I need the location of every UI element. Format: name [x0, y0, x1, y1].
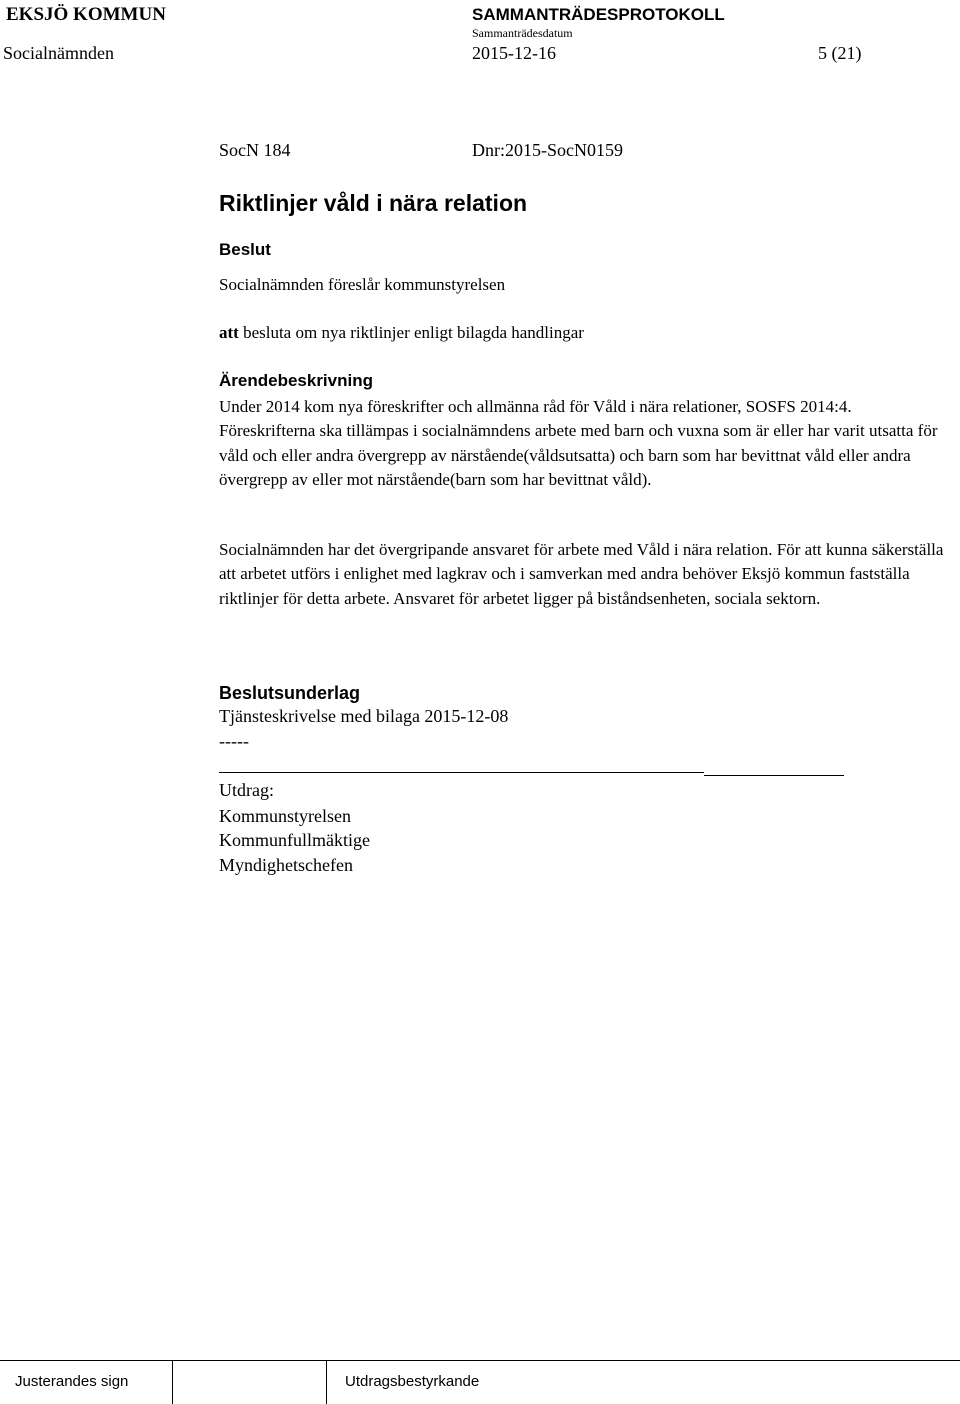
basis-heading: Beslutsunderlag [219, 683, 361, 703]
description-heading: Ärendebeskrivning [219, 371, 373, 390]
extract-heading: Utdrag: [219, 780, 274, 800]
recipient-item: Myndighetschefen [219, 854, 353, 875]
document-type: SAMMANTRÄDESPROTOKOLL [472, 5, 725, 24]
extract-rule-offset [704, 775, 844, 776]
meeting-date-label: Sammanträdesdatum [472, 26, 573, 40]
decision-line-2 [219, 323, 584, 343]
meeting-date: 2015-12-16 [472, 43, 556, 63]
extract-rule [219, 772, 704, 773]
basis-separator: ----- [219, 731, 249, 751]
certified-extract-label: Utdragsbestyrkande [345, 1373, 480, 1390]
decision-heading: Beslut [219, 240, 271, 259]
extract-recipients [219, 804, 370, 877]
decision-att-keyword: att [219, 323, 239, 342]
committee-name: Socialnämnden [3, 43, 114, 63]
decision-line-2-text: besluta om nya riktlinjer enligt bilagda handlingar [238, 323, 584, 342]
recipient-item: Kommunfullmäktige [219, 830, 370, 851]
case-title: Riktlinjer våld i nära relation [219, 190, 528, 216]
page-number: 5 (21) [818, 43, 862, 63]
footer-rule [0, 1360, 960, 1361]
organization-name: EKSJÖ KOMMUN [6, 4, 166, 25]
case-number: SocN 184 [219, 140, 291, 160]
footer-divider [172, 1360, 173, 1404]
description-paragraph-2: Socialnämnden har det övergripande ansvaret för arbete med Våld i nära relation. För att kunna säkerställa att arbetet utförs i enlighet med lagkrav och i samverkan med andra behöver Eksjö kommun fastställa riktlinjer för detta arbete. Ansvaret för arbetet ligger på biståndsenheten, sociala sektorn. [219, 540, 944, 608]
decision-line-1: Socialnämnden föreslår kommunstyrelsen [219, 275, 506, 294]
basis-item: Tjänsteskrivelse med bilaga 2015-12-08 [219, 706, 509, 726]
recipient-item: Kommunstyrelsen [219, 806, 351, 826]
signature-label: Justerandes sign [15, 1373, 129, 1390]
description-paragraph-1: Under 2014 kom nya föreskrifter och allmänna råd för Våld i nära relationer, SOSFS 2014:4. Föreskrifterna ska tillämpas i socialnämndens arbete med barn och vuxna som är eller har varit utsatta för våld och eller andra övergrepp av närstående(våldsutsatta) och barn som har bevittnat våld eller andra övergrepp av eller mot närstående(barn som har bevittnat våld). [219, 397, 938, 489]
case-dnr: Dnr:2015-SocN0159 [472, 140, 623, 160]
footer-divider [326, 1360, 327, 1404]
